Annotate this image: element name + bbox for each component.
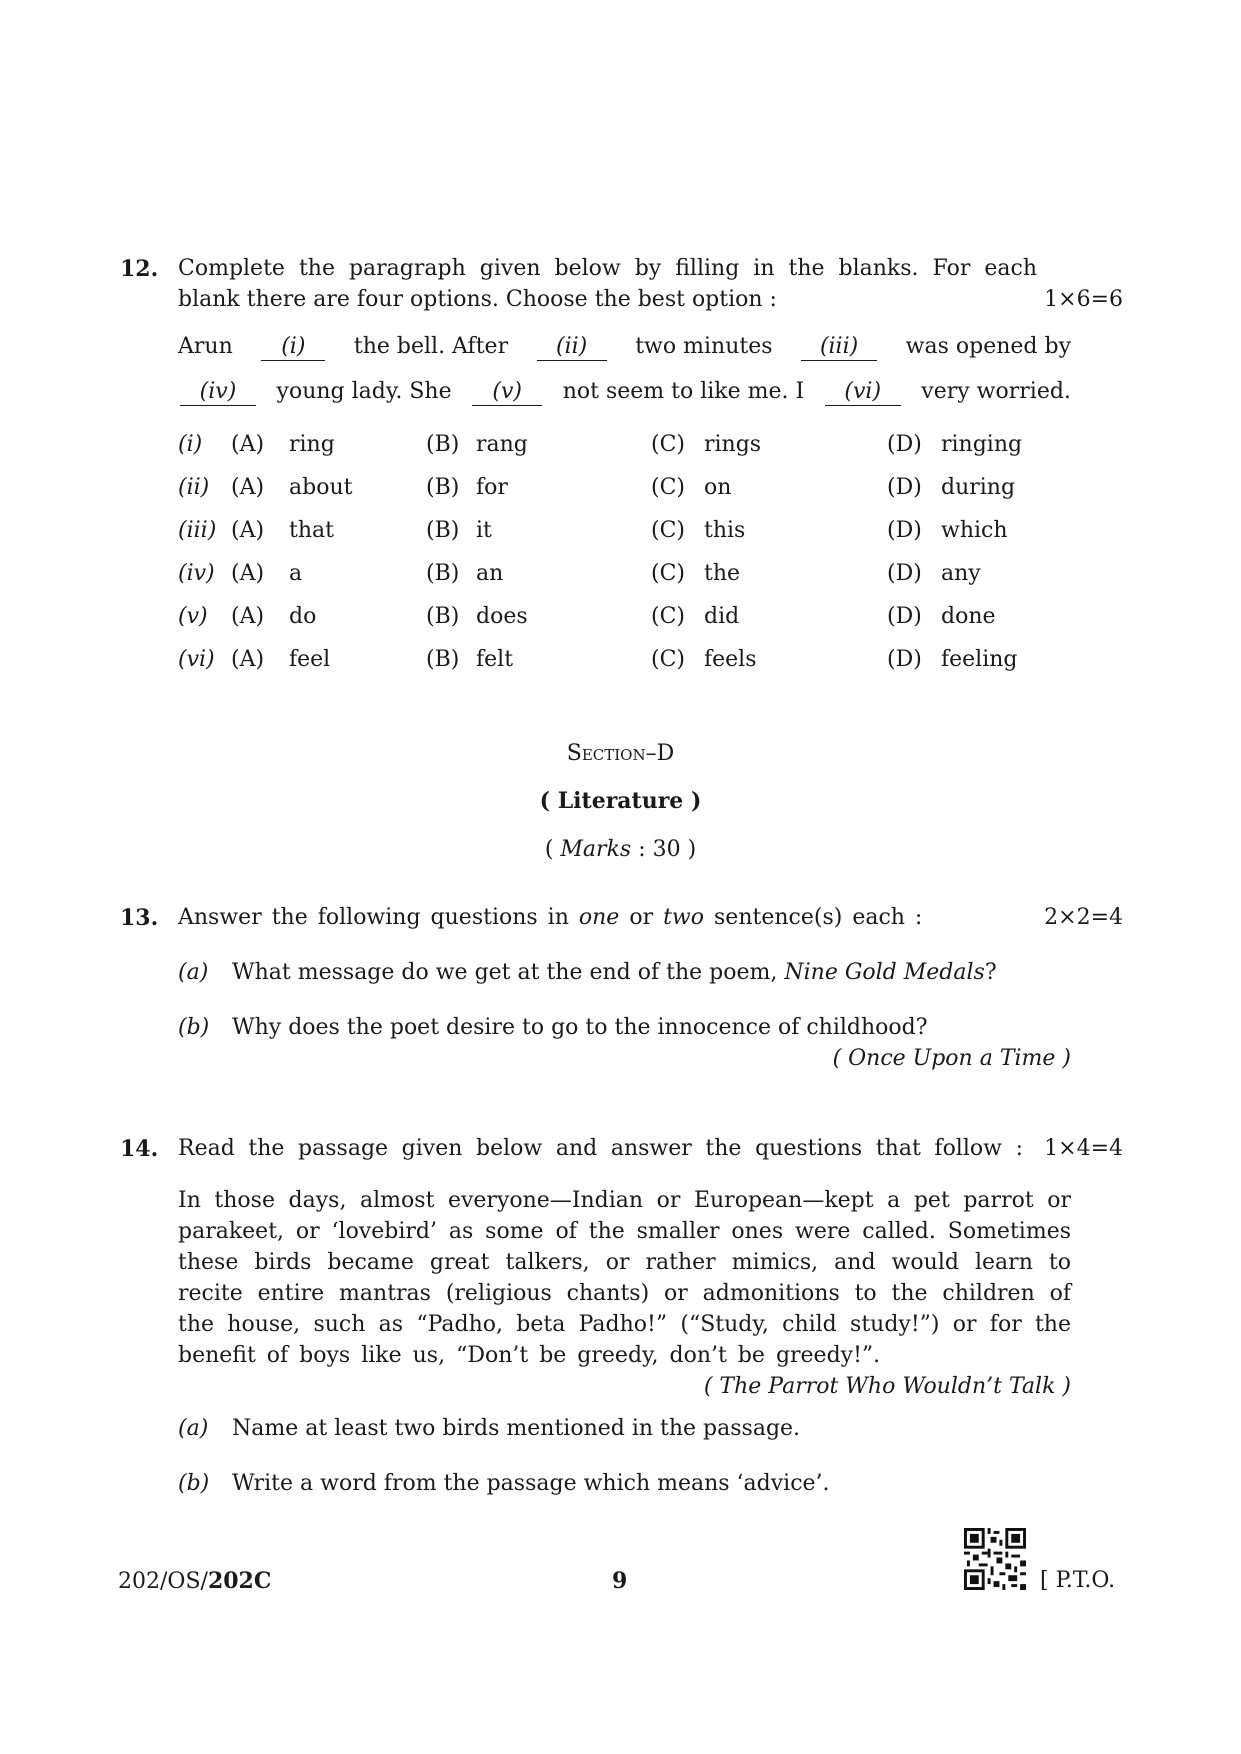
- option-value: the: [704, 561, 741, 586]
- option-letter: (C): [651, 604, 685, 629]
- option-letter: (D): [887, 647, 922, 672]
- option-value: done: [941, 604, 996, 629]
- option-row: [178, 561, 1078, 591]
- paragraph-text: very worried.: [921, 379, 1071, 404]
- sub-question-text: Name at least two birds mentioned in the passage.: [232, 1416, 801, 1441]
- sub-question-text: What message do we get at the end of the poem,: [232, 960, 778, 985]
- question-number: 13.: [120, 905, 159, 931]
- question-instruction: [178, 905, 922, 930]
- option-value: ring: [289, 432, 335, 457]
- option-letter: (A): [231, 647, 265, 672]
- option-letter: (D): [887, 604, 922, 629]
- sub-question-label: (a): [178, 1416, 209, 1441]
- option-row: [178, 518, 1078, 548]
- option-letter: (D): [887, 475, 922, 500]
- marks-label: 1×6=6: [1044, 287, 1123, 312]
- passage-line: these birds became great talkers, or rather mimics, and would learn to: [178, 1250, 1071, 1275]
- option-value: that: [289, 518, 334, 543]
- option-value: do: [289, 604, 317, 629]
- section-marks-open: (: [544, 837, 554, 862]
- option-value: on: [704, 475, 732, 500]
- citation: ( The Parrot Who Wouldn’t Talk ): [703, 1374, 1071, 1399]
- option-letter: (B): [426, 647, 460, 672]
- option-value: any: [941, 561, 981, 586]
- blank: (vi): [825, 379, 901, 406]
- sub-question-b: [178, 1015, 928, 1040]
- paragraph-line: [178, 334, 1071, 361]
- blank: (iii): [801, 334, 877, 361]
- option-row: [178, 604, 1078, 634]
- option-row-label: (i): [178, 432, 203, 457]
- qr-code-icon: [964, 1528, 1026, 1590]
- option-row: [178, 647, 1078, 677]
- option-value: a: [289, 561, 303, 586]
- marks-label: 1×4=4: [1044, 1136, 1123, 1161]
- option-letter: (A): [231, 432, 265, 457]
- passage-line: the house, such as “Padho, beta Padho!” (“Study, child study!”) or for the: [178, 1312, 1071, 1337]
- option-value: rings: [704, 432, 762, 457]
- paragraph-text: the bell. After: [353, 334, 509, 359]
- section-subtitle: ( Literature ): [539, 788, 702, 814]
- question-instruction: blank there are four options. Choose the best option :: [178, 287, 777, 312]
- option-letter: (A): [231, 561, 265, 586]
- option-value: does: [476, 604, 528, 629]
- option-value: rang: [476, 432, 528, 457]
- instruction-emphasis: two: [663, 905, 705, 930]
- option-letter: (A): [231, 604, 265, 629]
- option-row-label: (iv): [178, 561, 215, 586]
- instruction-emphasis: one: [578, 905, 620, 930]
- blank: (i): [261, 334, 325, 361]
- pto-label: [ P.T.O.: [1040, 1568, 1116, 1593]
- option-letter: (B): [426, 518, 460, 543]
- instruction-text: Answer the following questions in: [178, 905, 569, 930]
- option-letter: (C): [651, 647, 685, 672]
- option-value: about: [289, 475, 353, 500]
- paper-code: [118, 1568, 271, 1594]
- blank: (v): [472, 379, 542, 406]
- sub-question-text: Write a word from the passage which means ‘advice’.: [232, 1471, 830, 1496]
- sub-question-b: [178, 1471, 830, 1496]
- option-value: it: [476, 518, 492, 543]
- option-row-label: (iii): [178, 518, 217, 543]
- question-number: 12.: [120, 256, 159, 282]
- option-letter: (A): [231, 475, 265, 500]
- poem-title: Nine Gold Medals: [784, 960, 985, 985]
- option-row: [178, 475, 1078, 505]
- section-marks-value: : 30 ): [638, 837, 697, 862]
- option-value: during: [941, 475, 1016, 500]
- blank: (iv): [180, 379, 256, 406]
- question-instruction: Read the passage given below and answer the questions that follow :: [178, 1136, 1023, 1161]
- sub-question-label: (b): [178, 1471, 210, 1496]
- paper-code-bold: 202C: [207, 1568, 272, 1594]
- section-marks: [0, 837, 1241, 862]
- paragraph-text: young lady. She: [276, 379, 452, 404]
- sub-question-a: [178, 960, 997, 985]
- option-row-label: (vi): [178, 647, 215, 672]
- citation: ( Once Upon a Time ): [832, 1046, 1071, 1071]
- option-value: this: [704, 518, 746, 543]
- paragraph-text: was opened by: [905, 334, 1071, 359]
- option-letter: (D): [887, 518, 922, 543]
- paragraph-text: Arun: [178, 334, 233, 359]
- option-value: feeling: [941, 647, 1018, 672]
- option-letter: (D): [887, 561, 922, 586]
- option-row-label: (v): [178, 604, 208, 629]
- section-marks-word: Marks: [560, 837, 632, 862]
- option-value: for: [476, 475, 508, 500]
- passage-line: In those days, almost everyone—Indian or European—kept a pet parrot or: [178, 1188, 1071, 1213]
- blank: (ii): [537, 334, 607, 361]
- option-letter: (C): [651, 475, 685, 500]
- section-title: Section–D: [566, 741, 675, 766]
- option-value: felt: [476, 647, 514, 672]
- instruction-text: sentence(s) each :: [714, 905, 923, 930]
- paragraph-text: not seem to like me. I: [562, 379, 805, 404]
- option-letter: (C): [651, 518, 685, 543]
- option-letter: (C): [651, 432, 685, 457]
- passage-line: recite entire mantras (religious chants) or admonitions to the children of: [178, 1281, 1071, 1306]
- option-letter: (C): [651, 561, 685, 586]
- question-number: 14.: [120, 1136, 159, 1162]
- option-value: an: [476, 561, 504, 586]
- option-letter: (A): [231, 518, 265, 543]
- sub-question-text: Why does the poet desire to go to the innocence of childhood?: [232, 1015, 928, 1040]
- page-number: 9: [612, 1568, 628, 1594]
- option-value: feel: [289, 647, 331, 672]
- sub-question-a: [178, 1416, 800, 1441]
- option-letter: (B): [426, 475, 460, 500]
- option-value: ringing: [941, 432, 1023, 457]
- option-value: which: [941, 518, 1008, 543]
- paragraph-line: [180, 379, 1071, 406]
- passage-line: benefit of boys like us, “Don’t be greedy, don’t be greedy!”.: [178, 1343, 881, 1368]
- passage-line: parakeet, or ‘lovebird’ as some of the smaller ones were called. Sometimes: [178, 1219, 1071, 1244]
- instruction-text: or: [629, 905, 654, 930]
- option-row: [178, 432, 1078, 462]
- marks-label: 2×2=4: [1044, 905, 1123, 930]
- question-instruction: Complete the paragraph given below by filling in the blanks. For each: [178, 256, 1037, 281]
- option-value: feels: [704, 647, 757, 672]
- option-letter: (B): [426, 561, 460, 586]
- paragraph-text: two minutes: [635, 334, 773, 359]
- option-letter: (D): [887, 432, 922, 457]
- option-letter: (B): [426, 604, 460, 629]
- sub-question-label: (a): [178, 960, 209, 985]
- option-row-label: (ii): [178, 475, 210, 500]
- sub-question-label: (b): [178, 1015, 210, 1040]
- option-letter: (B): [426, 432, 460, 457]
- paper-code-prefix: 202/OS/: [118, 1569, 208, 1594]
- option-value: did: [704, 604, 740, 629]
- sub-question-end: ?: [984, 960, 997, 985]
